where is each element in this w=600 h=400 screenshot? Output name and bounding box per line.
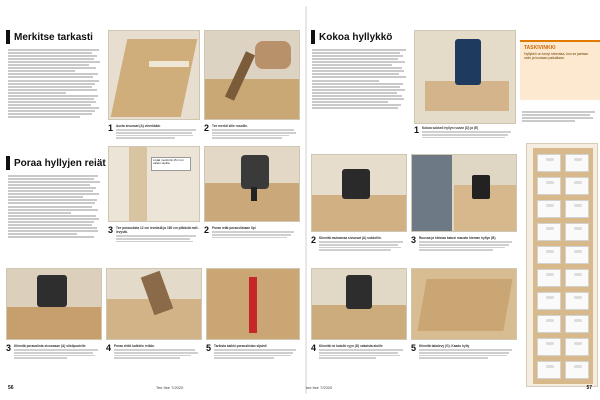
- step-caption: [419, 236, 517, 252]
- photo-step-6: [106, 268, 202, 340]
- step-lead: Kiinnitä porauslista sivuosaan (A) siistipuolelle: [14, 344, 86, 348]
- footer-left: Tee Itse 7/2020: [156, 385, 184, 390]
- step-caption: [319, 236, 407, 252]
- photo-step-1: [108, 30, 200, 120]
- photo-step-r3: [411, 154, 517, 232]
- assemble-text-column: [312, 48, 410, 138]
- photo-step-r2: [311, 154, 407, 232]
- tip-box: [520, 40, 600, 100]
- step-number: 5: [206, 343, 212, 353]
- step-caption: [212, 124, 300, 140]
- step-number: 5: [411, 343, 417, 353]
- photo-callout: Lisää merkintä 15 cm:n välein tapilla: [153, 158, 185, 166]
- step-caption: [422, 126, 516, 139]
- tip-title: TASKIVINKKI: [524, 45, 556, 51]
- photo-step-r1: [414, 30, 516, 124]
- photo-step-4: [204, 146, 300, 222]
- step-lead: Aseta sivuosat (A) vierekkäin: [116, 124, 161, 128]
- step-caption: [14, 344, 102, 360]
- step-lead: Tee merkit sille rosoille.: [212, 124, 248, 128]
- section-title: Kokoa hyllykkö: [319, 31, 393, 43]
- heading-bar: [6, 30, 10, 44]
- page-number-right: 57: [586, 385, 592, 391]
- step-number: 4: [106, 343, 112, 353]
- photo-step-r4: [311, 268, 407, 340]
- step-lead: Tee porauslista 12 cm leveästä ja 180 cm pitkästä mdf-levystä.: [116, 226, 199, 234]
- step-lead: Tarkista kaikki porauslistan sijainti: [214, 344, 267, 348]
- section-heading-assemble: [311, 30, 411, 44]
- photo-step-7: [206, 268, 300, 340]
- magazine-spread: [6, 6, 594, 394]
- step-lead: Kokoa sokkeli hyllyn ruuvin (D) ja (E): [422, 126, 479, 130]
- step-caption: [214, 344, 300, 360]
- footer-right: tee itse 7/2020: [306, 385, 333, 390]
- step-number: 1: [108, 123, 114, 133]
- section-title: Merkitse tarkasti: [14, 31, 93, 43]
- step-number: 2: [311, 235, 317, 245]
- step-lead: Kiinnitä ne katolle ryyn (D) vakaista aluille: [319, 344, 383, 348]
- shelf-unit: [533, 148, 593, 384]
- step-lead: Kiinnitä takalevy (G). Kaadu hylly: [419, 344, 470, 348]
- intro-text-column: [8, 48, 104, 146]
- right-side-text: [522, 110, 598, 138]
- drill-text-column: [8, 174, 104, 266]
- step-lead: Kiinnitä mukaansa sivuosat (A) sokkeliin.: [319, 236, 382, 240]
- photo-step-3: [108, 146, 200, 222]
- step-number: 2: [204, 123, 210, 133]
- photo-step-2: [204, 30, 300, 120]
- step-caption: [116, 226, 200, 243]
- gutter: [305, 6, 307, 394]
- step-number: 2: [204, 225, 210, 235]
- step-lead: Poraa ehtiö kaikkiin reikiin.: [114, 344, 156, 348]
- step-caption: [319, 344, 407, 360]
- photo-step-5: [6, 268, 102, 340]
- step-number: 3: [6, 343, 12, 353]
- step-number: 3: [108, 225, 114, 235]
- step-caption: [114, 344, 202, 360]
- step-number: 4: [311, 343, 317, 353]
- section-heading-drill: [6, 156, 106, 170]
- step-caption: [116, 124, 200, 140]
- tip-text: Hyllykkö on kevyt rakentaa, kun se jaetaan osiin ja kootaan paikallaan.: [524, 52, 589, 61]
- step-lead: Ruuvaa ja kiinnaa katosi mausta hieman hyllyn (B): [419, 236, 496, 240]
- step-number: 1: [414, 125, 420, 135]
- finished-shelf-photo: [526, 143, 598, 387]
- heading-bar: [311, 30, 315, 44]
- section-heading-measure: [6, 30, 96, 44]
- step-caption: [419, 344, 517, 360]
- section-title: Poraa hyllyjen reiät: [14, 157, 106, 169]
- heading-bar: [6, 156, 10, 170]
- photo-step-r5: [411, 268, 517, 340]
- step-lead: Poraa reiät porauslistaan Ilpi: [212, 226, 256, 230]
- step-caption: [212, 226, 300, 239]
- step-number: 3: [411, 235, 417, 245]
- page-number-left: 56: [8, 385, 14, 391]
